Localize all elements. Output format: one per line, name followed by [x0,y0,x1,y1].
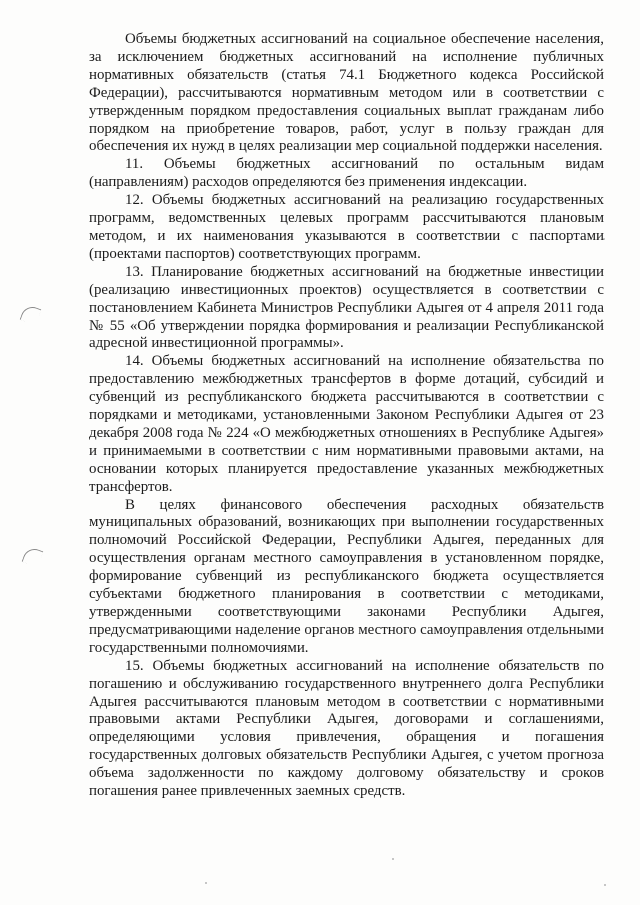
scan-speck [205,882,207,884]
paragraph-11: 11. Объемы бюджетных ассигнований по остальным видам (направлениям) расходов определяются без применения индексации. [89,156,604,191]
scan-speck [392,858,394,860]
paragraph-15: 15. Объемы бюджетных ассигнований на исполнение обязательств по погашению и обслуживанию государственного внутреннего долга Республики Адыгея рассчитываются плановым методом в соответствии с нормативными правовыми актами Республики Адыгея, договорами и соглашениями, определяющими условия привлечения, обращения и погашения государственных долговых обязательств Республики Адыгея, с учетом прогноза объема задолженности по каждому долговому обязательству и сроков погашения ранее привлеченных заемных средств. [89,657,604,800]
punch-hole-mark [22,546,44,568]
paragraph-social-security: Объемы бюджетных ассигнований на социальное обеспечение населения, за исключением бюджетных ассигнований на исполнение публичных нормативных обязательств (статья 74.1 Бюджетного кодекса Российской Федерации), рассчитываются нормативным методом или в соответствии с утвержденным порядком предоставления социальных выплат гражданам либо порядком на приобретение товаров, работ, услуг в пользу граждан для обеспечения их нужд в целях реализации мер социальной поддержки населения. [89,31,604,155]
paragraph-12: 12. Объемы бюджетных ассигнований на реализацию государственных программ, ведомственных целевых программ рассчитываются плановым методом, и их наименования указываются в соответствии с паспортами (проектами паспортов) соответствующих программ. [89,192,604,262]
document-body [89,31,604,801]
paragraph-13: 13. Планирование бюджетных ассигнований на бюджетные инвестиции (реализацию инвестиционных проектов) осуществляется в соответствии с постановлением Кабинета Министров Республики Адыгея от 4 апреля 2011 года № 55 «Об утверждении порядка формирования и реализации Республиканской адресной инвестиционной программы». [89,263,604,352]
punch-hole-mark [20,304,42,326]
scan-speck [604,884,606,886]
paragraph-14: 14. Объемы бюджетных ассигнований на исполнение обязательства по предоставлению межбюджетных трансфертов в форме дотаций, субсидий и субвенций из республиканского бюджета рассчитываются в соответствии с порядками и методиками, установленными Законом Республики Адыгея от 23 декабря 2008 года № 224 «О межбюджетных отношениях в Республике Адыгея» и принимаемыми в соответствии с ним нормативными правовыми актами, на основании которых планируется предоставление указанных межбюджетных трансфертов. [89,353,604,495]
paragraph-subventions: В целях финансового обеспечения расходных обязательств муниципальных образований, возникающих при выполнении государственных полномочий Российской Федерации, Республики Адыгея, переданных для осуществления органам местного самоуправления в установленном порядке, формирование субвенций из республиканского бюджета осуществляется субъектами бюджетного планирования в соответствии с методиками, утвержденными соответствующими законами Республики Адыгея, предусматривающими наделение органов местного самоуправления отдельными государственными полномочиями. [89,496,604,656]
